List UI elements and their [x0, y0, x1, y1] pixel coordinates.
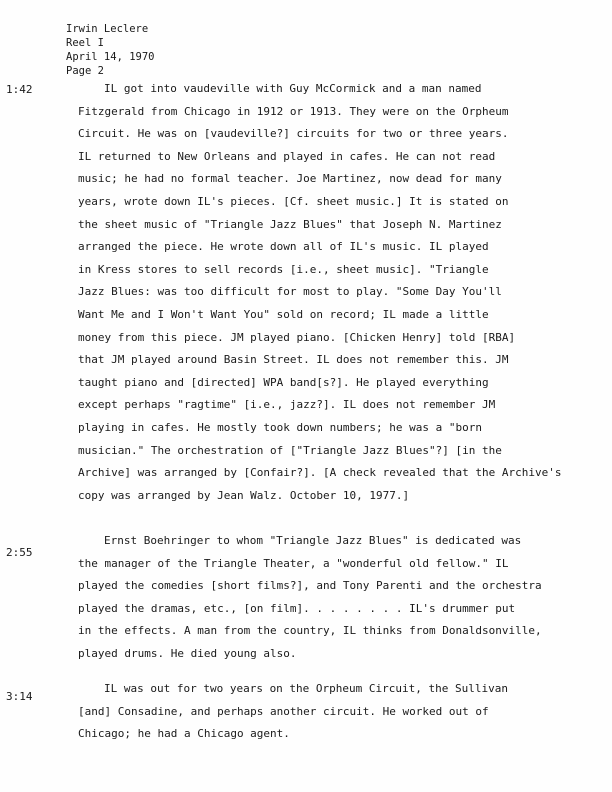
text-line: Ernst Boehringer to whom "Triangle Jazz Blues" is dedicated was [104, 534, 522, 547]
text-line: years, wrote down IL's pieces. [Cf. sheet music.] It is stated on [78, 194, 509, 208]
text-line: the manager of the Triangle Theater, a "wonderful old fellow." IL [78, 556, 509, 570]
paragraph-3 [78, 678, 610, 746]
text-line: Jazz Blues: was too difficult for most to play. "Some Day You'll [78, 285, 502, 299]
text-line: played drums. He died young also. [78, 646, 297, 660]
text-line: IL got into vaudeville with Guy McCormick and a man named [104, 82, 482, 95]
header-date: April 14, 1970 [66, 51, 155, 63]
text-line: in the effects. A man from the country, IL thinks from Donaldsonville, [78, 624, 542, 638]
text-line: arranged the piece. He wrote down all of IL's music. IL played [78, 240, 489, 254]
timestamp-1: 1:42 [6, 83, 33, 96]
text-line: that JM played around Basin Street. IL does not remember this. JM [78, 353, 509, 367]
timestamp-2: 2:55 [6, 546, 33, 559]
paragraph-1 [78, 78, 610, 507]
text-line: the sheet music of "Triangle Jazz Blues" that Joseph N. Martinez [78, 217, 502, 231]
header-name: Irwin Leclere [66, 23, 149, 35]
header-reel: Reel I [66, 37, 104, 49]
text-line: taught piano and [directed] WPA band[s?]. He played everything [78, 375, 489, 389]
text-line: Archive] was arranged by [Confair?]. [A check revealed that the Archive's [78, 466, 562, 480]
page-header [66, 22, 155, 78]
text-line: music; he had no formal teacher. Joe Martinez, now dead for many [78, 172, 502, 186]
text-line: musician." The orchestration of ["Triangle Jazz Blues"?] [in the [78, 443, 502, 457]
text-line: except perhaps "ragtime" [i.e., jazz?]. IL does not remember JM [78, 398, 496, 412]
text-line: money from this piece. JM played piano. [Chicken Henry] told [RBA] [78, 330, 516, 344]
paragraph-2 [78, 530, 610, 666]
text-line: in Kress stores to sell records [i.e., sheet music]. "Triangle [78, 262, 489, 276]
text-line: Circuit. He was on [vaudeville?] circuits for two or three years. [78, 127, 509, 141]
text-line: Want Me and I Won't Want You" sold on record; IL made a little [78, 307, 489, 321]
text-line: Chicago; he had a Chicago agent. [78, 727, 290, 741]
text-line: played the dramas, etc., [on film]. . . . . . . . IL's drummer put [78, 601, 516, 615]
text-line: [and] Consadine, and perhaps another circuit. He worked out of [78, 704, 489, 718]
header-page: Page 2 [66, 65, 104, 77]
timestamp-3: 3:14 [6, 690, 33, 703]
text-line: IL was out for two years on the Orpheum Circuit, the Sullivan [104, 682, 508, 695]
text-line: played the comedies [short films?], and Tony Parenti and the orchestra [78, 579, 542, 593]
text-line: Fitzgerald from Chicago in 1912 or 1913. They were on the Orpheum [78, 104, 509, 118]
text-line: copy was arranged by Jean Walz. October 10, 1977.] [78, 488, 410, 502]
text-line: IL returned to New Orleans and played in cafes. He can not read [78, 149, 496, 163]
text-line: playing in cafes. He mostly took down numbers; he was a "born [78, 420, 482, 434]
